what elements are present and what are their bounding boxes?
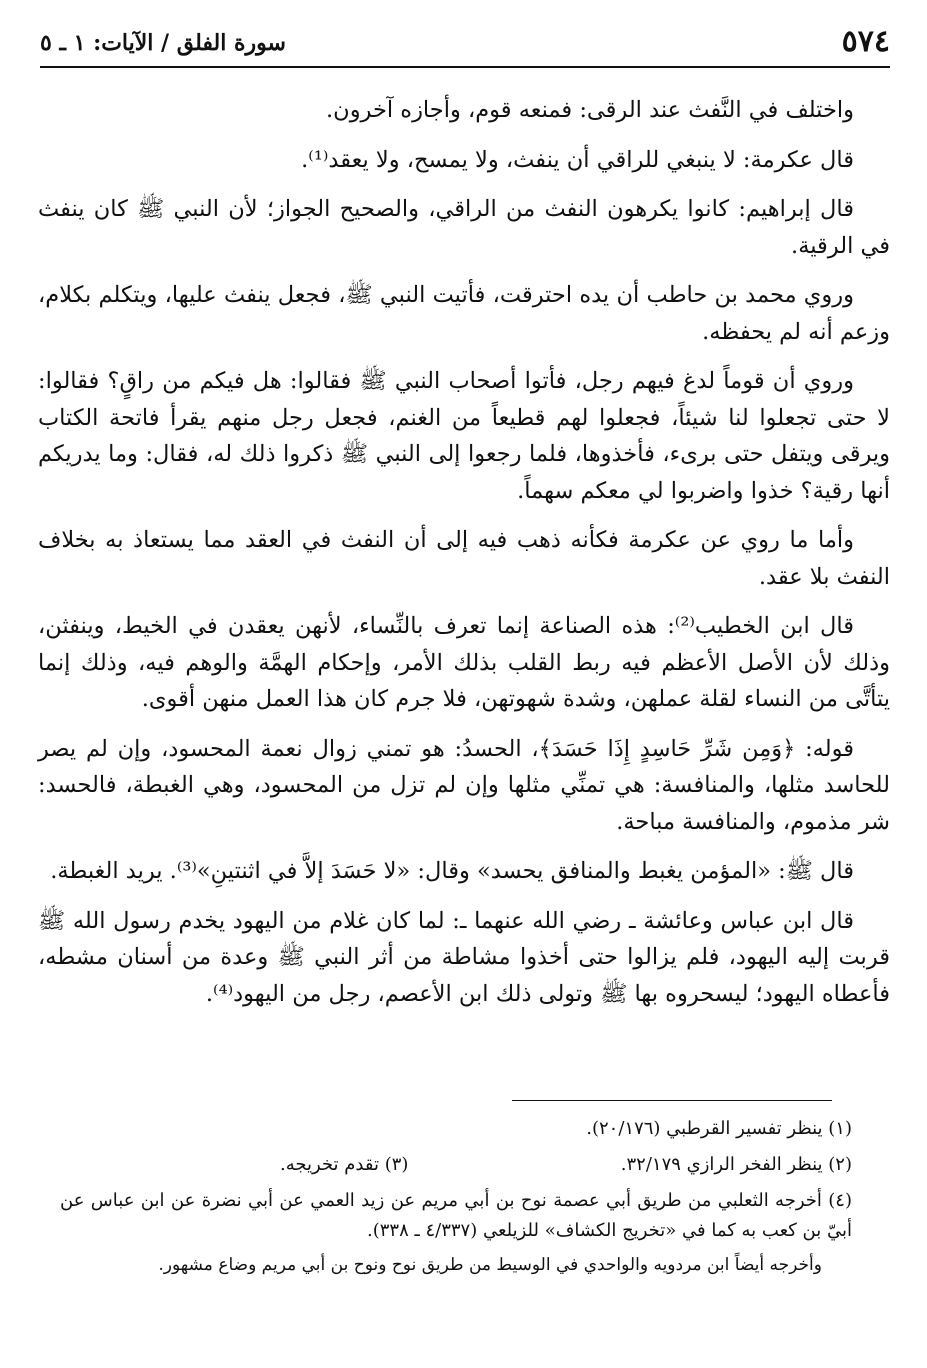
footnote-4-continuation: وأخرجه أيضاً ابن مردويه والواحدي في الوسيط من طريق نوح ونوح بن أبي مريم وضاع مشهور. <box>158 1255 822 1275</box>
paragraph: قال ابن عباس وعائشة ـ رضي الله عنهما ـ: لما كان غلام من اليهود يخدم رسول الله ﷺ قربت إليه اليهود، فلم يزالوا حتى أخذوا مشاطة من أثر النبي ﷺ وعدة من أسنان مشطه، فأعطاه اليهود؛ ليسحروه بها ﷺ وتولى ذلك ابن الأعصم، رجل من اليهود⁽⁴⁾. <box>38 907 890 1007</box>
paragraph: قال إبراهيم: كانوا يكرهون النفث من الراقي، والصحيح الجواز؛ لأن النبي ﷺ كان ينفث في الرقية. <box>38 196 890 259</box>
paragraph: وأما ما روي عن عكرمة فكأنه ذهب فيه إلى أن النفث في العقد مما يستعاذ به بخلاف النفث بلا عقد. <box>38 527 890 590</box>
paragraph: وروي محمد بن حاطب أن يده احترقت، فأتيت النبي ﷺ، فجعل ينفث عليها، ويتكلم بكلام، وزعم أنه لم يحفظه. <box>38 282 890 345</box>
paragraph: واختلف في النَّفث عند الرقى: فمنعه قوم، وأجازه آخرون. <box>326 97 854 123</box>
footnote-separator <box>512 1100 832 1101</box>
page-number: ٥٧٤ <box>841 24 890 59</box>
footnote-3: (٣) تقدم تخريجه. <box>280 1154 409 1175</box>
paragraph: وروي أن قوماً لدغ فيهم رجل، فأتوا أصحاب النبي ﷺ فقالوا: هل فيكم من راقٍ؟ فقالوا: لا حتى تجعلوا لنا شيئاً، فجعلوا لهم قطيعاً من الغنم، فجعل رجل منهم يقرأ فاتحة الكتاب ويرقى ويتفل حتى برىء، فأخذوها، فلما رجعوا إلى النبي ﷺ ذكروا ذلك له، فقال: وما يدريكم أنها رقية؟ خذوا واضربوا لي معكم سهماً. <box>38 368 890 504</box>
paragraph: قال ﷺ: «المؤمن يغبط والمنافق يحسد» وقال: «لا حَسَدَ إلاَّ في اثنتينِ»⁽³⁾. يريد الغبطة. <box>50 858 854 884</box>
footnotes <box>60 1108 852 1297</box>
page-header <box>40 22 890 68</box>
footnote-2: (٢) ينظر الفخر الرازي ٣٢/١٧٩. <box>620 1154 852 1175</box>
running-title: سورة الفلق / الآيات: ١ ـ ٥ <box>40 30 286 56</box>
main-text <box>38 92 890 1025</box>
footnote-4: (٤) أخرجه الثعلبي من طريق أبي عصمة نوح بن أبي مريم عن زيد العمي عن أبي نضرة عن ابن عباس عن أبيّ بن كعب به كما في «تخريج الكشاف» للزيلعي (٤/٣٣٧ ـ ٣٣٨). <box>60 1190 852 1241</box>
footnote-row <box>60 1150 852 1180</box>
paragraph: قال عكرمة: لا ينبغي للراقي أن ينفث، ولا يمسح، ولا يعقد⁽¹⁾. <box>301 146 854 173</box>
paragraph: قوله: ﴿وَمِن شَرِّ حَاسِدٍ إِذَا حَسَدَ﴾، الحسدُ: هو تمني زوال نعمة المحسود، وإن لم يصر للحاسد مثلها، والمنافسة: هي تمنِّي مثلها وإن لم تزل من المحسود، وهي الغبطة، فالحسد: شر مذموم، والمنافسة مباحة. <box>38 735 890 835</box>
footnote-1: (١) ينظر تفسير القرطبي (٢٠/١٧٦). <box>586 1118 852 1139</box>
paragraph: قال ابن الخطيب⁽²⁾: هذه الصناعة إنما تعرف بالنِّساء، لأنهن يعقدن في الخيط، وينفثن، وذلك لأن الأصل الأعظم فيه ربط القلب بذلك الأمر، وإحكام الهمَّة والوهم فيه، وذلك إنما يتأتَّى من النساء لقلة عملهن، وشدة شهوتهن، فلا جرم كان هذا العمل منهن أقوى. <box>38 613 890 712</box>
header-rule <box>40 66 890 68</box>
